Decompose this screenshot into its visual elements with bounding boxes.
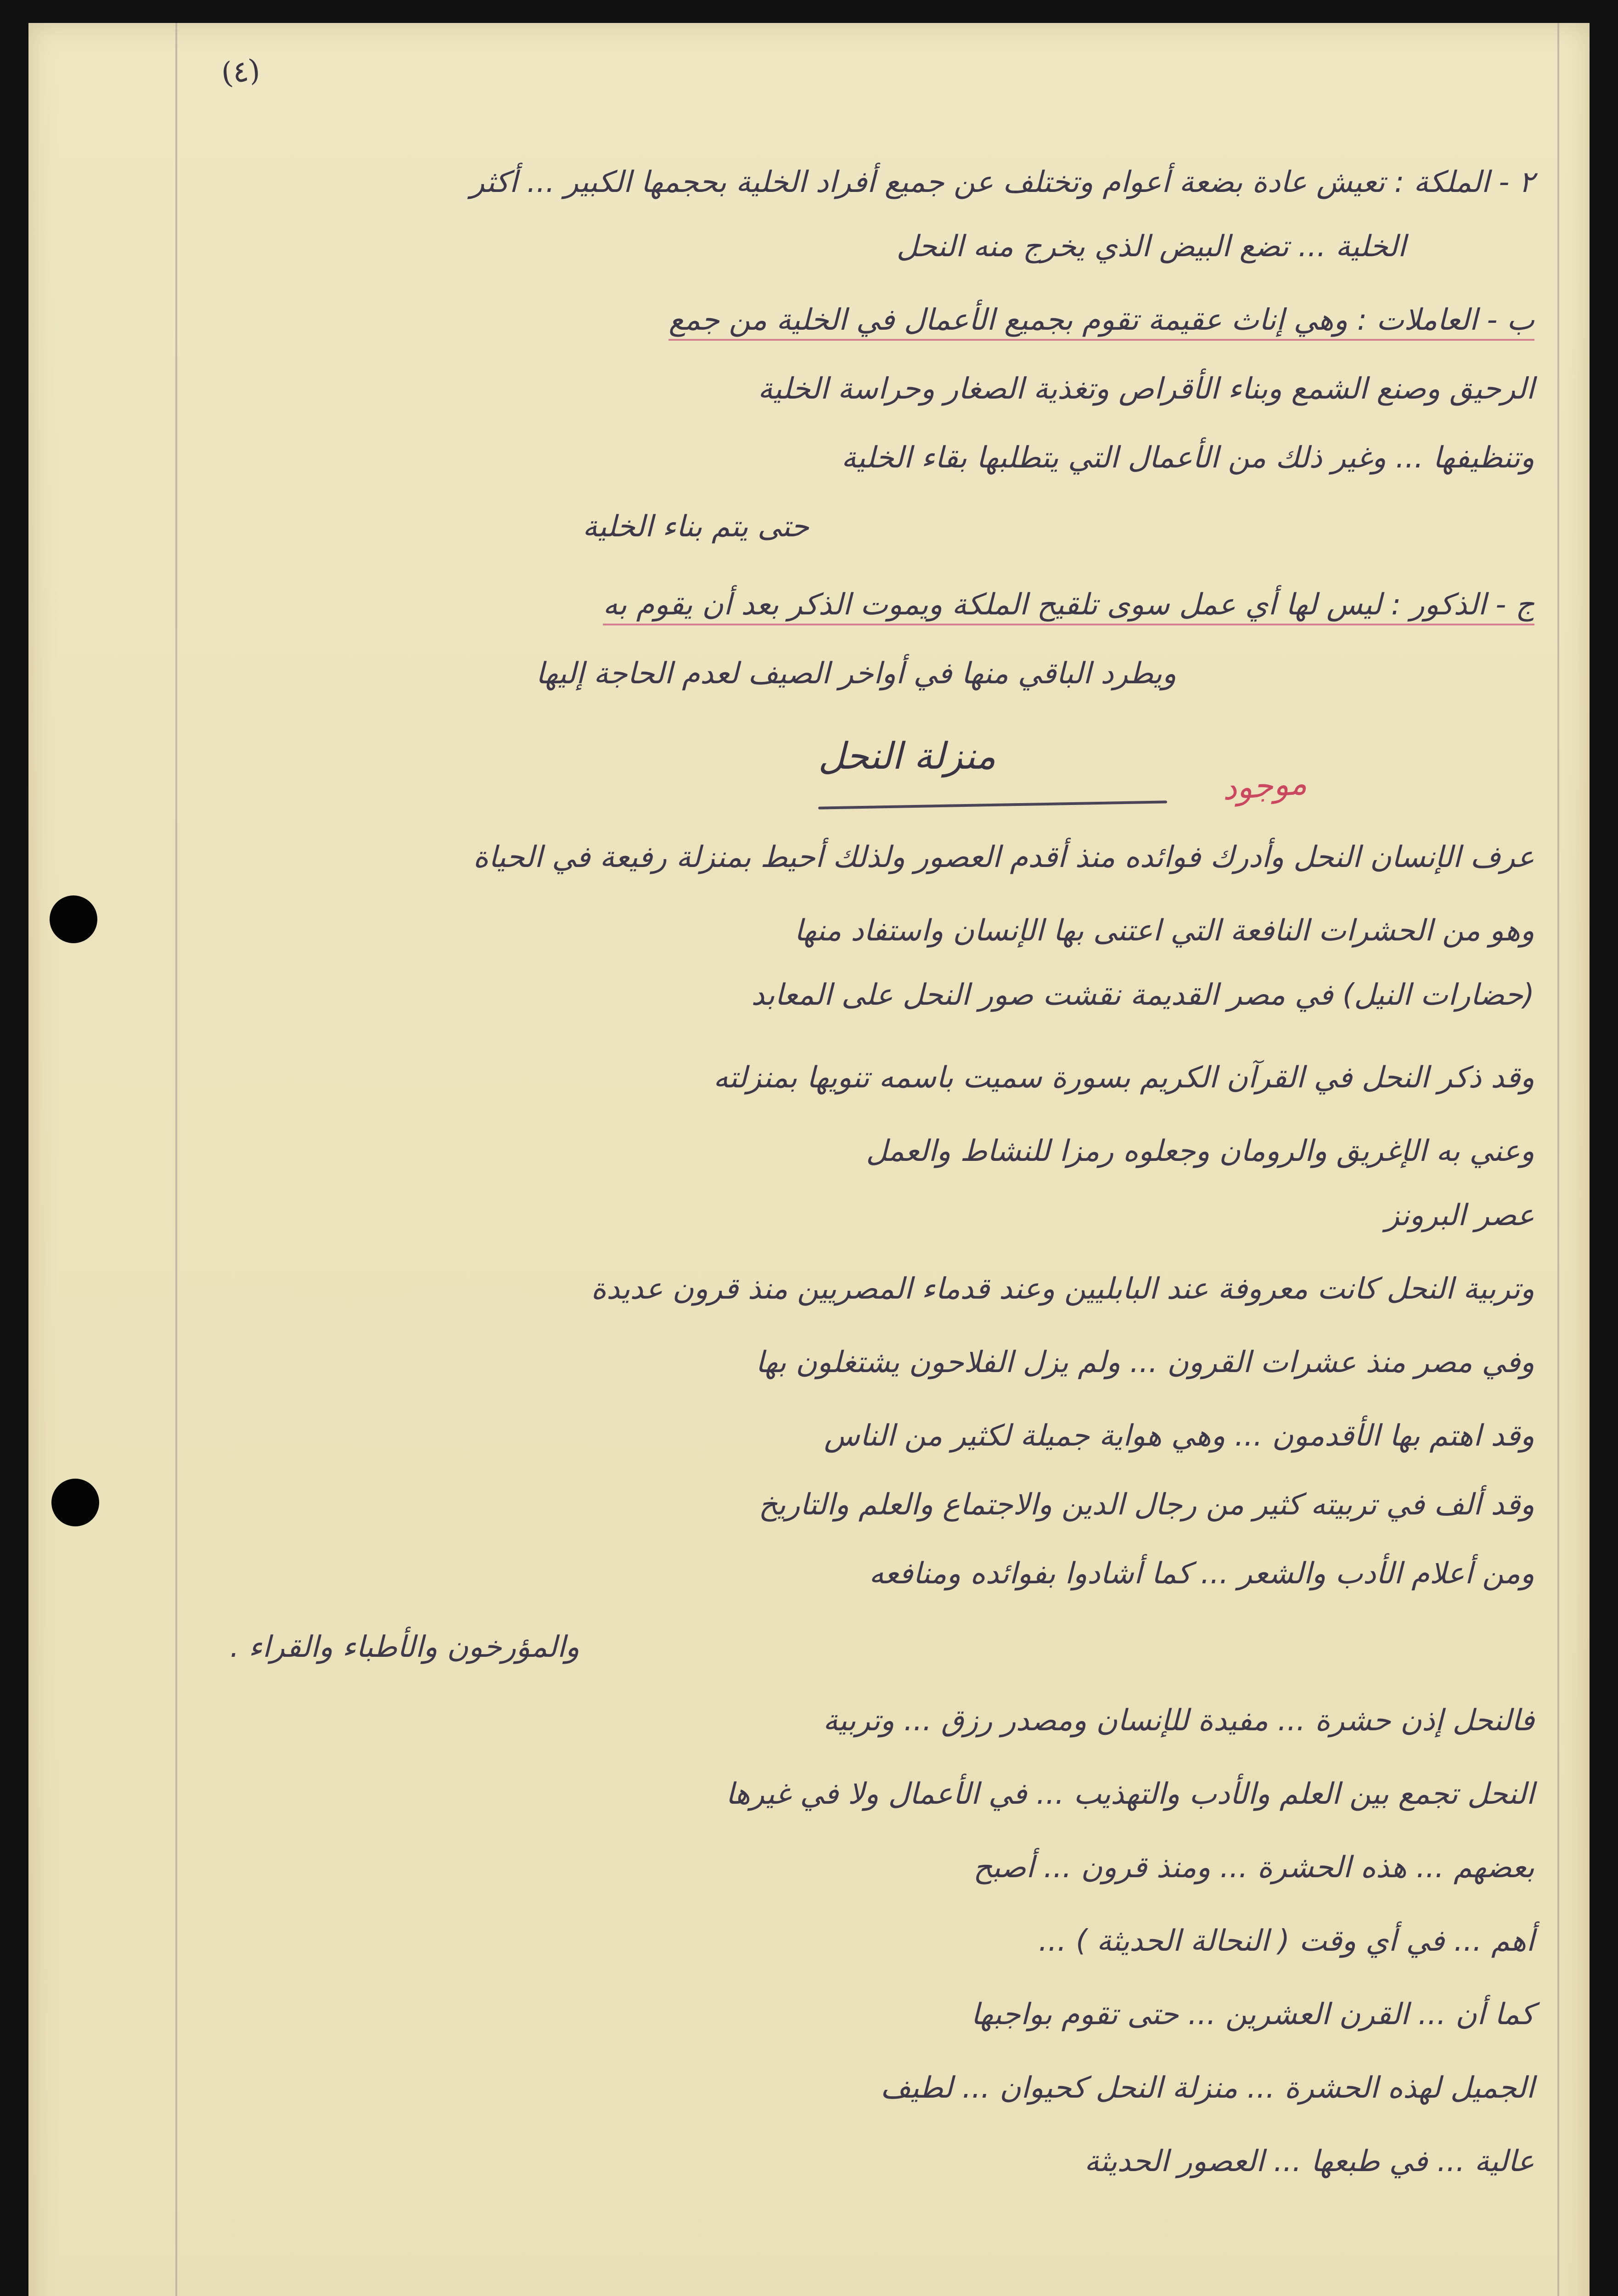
text-line: وقد ألف في تربيته كثير من رجال الدين والاجتماع والعلم والتاريخ [758,1488,1534,1522]
text-line: وتربية النحل كانت معروفة عند البابليين وعند قدماء المصريين منذ قرون عديدة [591,1272,1534,1306]
text-line: عصر البرونز [1385,1199,1534,1232]
text-line: النحل تجمع بين العلم والأدب والتهذيب ... في الأعمال ولا في غيرها [725,1777,1534,1811]
text-line: عرف الإنسان النحل وأدرك فوائده منذ أقدم العصور ولذلك أحيط بمنزلة رفيعة في الحياة [473,840,1534,874]
text-line: ومن أعلام الأدب والشعر ... كما أشادوا بفوائده ومنافعه [869,1557,1534,1591]
text-line: وقد ذكر النحل في القرآن الكريم بسورة سميت باسمه تنويها بمنزلته [713,1061,1534,1095]
page-number: (٤) [219,53,262,91]
text-line: ب - العاملات : وهي إناث عقيمة تقوم بجميع الأعمال في الخلية من جمع [669,303,1534,341]
right-margin-rule [1557,23,1559,2296]
text-line: (حضارات النيل) في مصر القديمة نقشت صور النحل على المعابد [751,978,1534,1012]
text-line: الخلية ... تضع البيض الذي يخرج منه النحل [896,230,1406,264]
text-line: وعني به الإغريق والرومان وجعلوه رمزا للنشاط والعمل [866,1134,1534,1168]
text-line: ويطرد الباقي منها في أواخر الصيف لعدم الحاجة إليها [535,657,1176,691]
text-line: كما أن ... القرن العشرين ... حتى تقوم بواجبها [971,1998,1534,2032]
left-margin-rule [175,23,177,2296]
text-line: وهو من الحشرات النافعة التي اعتنى بها الإنسان واستفاد منها [794,914,1534,948]
heading-underline [818,800,1167,809]
text-line: فالنحل إذن حشرة ... مفيدة للإنسان ومصدر رزق ... وتربية [823,1704,1534,1738]
text-line: ٢ - الملكة : تعيش عادة بضعة أعوام وتختلف عن جميع أفراد الخلية بحجمها الكبير ... أكثر [470,165,1534,199]
binder-punch-hole [51,1479,99,1526]
text-line: وقد اهتم بها الأقدمون ... وهي هواية جميلة لكثير من الناس [824,1419,1534,1453]
margin-note: موجود [1221,764,1308,808]
text-line: عالية ... في طبعها ... العصور الحديثة [1084,2144,1534,2178]
manuscript-page [28,23,1590,2296]
text-line: بعضهم ... هذه الحشرة ... ومنذ قرون ... أصبح [973,1851,1534,1885]
text-line: حتى يتم بناء الخلية [582,510,809,544]
binder-punch-hole [50,895,97,943]
text-line: والمؤرخون والأطباء والقراء . [230,1630,579,1664]
text-line: الرحيق وصنع الشمع وبناء الأقراص وتغذية الصغار وحراسة الخلية [758,372,1534,406]
text-line: وتنظيفها ... وغير ذلك من الأعمال التي يتطلبها بقاء الخلية [841,441,1534,475]
text-line: أهم ... في أي وقت ( النحالة الحديثة ) ... [1038,1924,1534,1958]
text-line: الجميل لهذه الحشرة ... منزلة النحل كحيوان ... لطيف [880,2071,1534,2105]
text-line: وفي مصر منذ عشرات القرون ... ولم يزل الفلاحون يشتغلون بها [755,1345,1534,1379]
section-heading: منزلة النحل [818,735,996,777]
text-line: ج - الذكور : ليس لها أي عمل سوى تلقيح الملكة ويموت الذكر بعد أن يقوم به [603,588,1534,625]
